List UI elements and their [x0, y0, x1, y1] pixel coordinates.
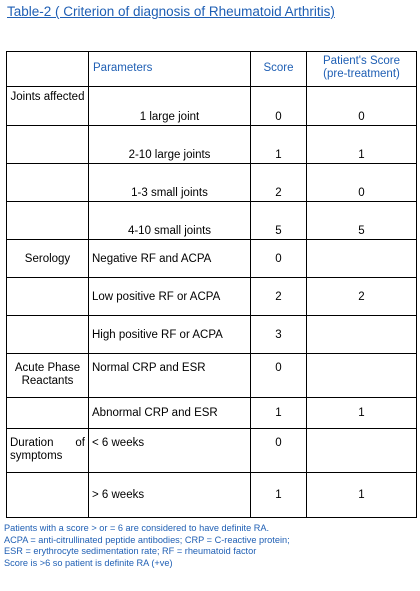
score-cell: 5	[275, 225, 282, 237]
header-category	[7, 52, 89, 87]
table-row	[7, 398, 417, 429]
criteria-table	[6, 51, 417, 518]
category-acute-phase: Acute Phase Reactants	[14, 362, 81, 387]
parameter-cell: 4-10 small joints	[127, 225, 212, 237]
table-row	[7, 429, 417, 473]
footnote-line-1: Patients with a score > or = 6 are considered to have definite RA.	[4, 523, 270, 533]
patient-score-cell	[307, 316, 416, 353]
patient-score-cell: 0	[358, 111, 365, 123]
parameter-cell: 1 large joint	[139, 111, 200, 123]
patient-score-cell: 1	[358, 489, 365, 501]
table-row	[7, 164, 417, 202]
patient-score-cell: 0	[358, 187, 365, 199]
patient-score-cell: 1	[358, 149, 365, 161]
table-row	[7, 354, 417, 398]
table-row	[7, 87, 417, 126]
header-score-label: Score	[263, 62, 294, 74]
score-cell: 0	[275, 111, 282, 123]
parameter-cell: 1-3 small joints	[131, 187, 208, 199]
score-cell: 2	[275, 290, 282, 303]
score-cell: 1	[275, 489, 282, 501]
header-row	[7, 52, 417, 87]
header-patient-score-line1: Patient's Score	[323, 55, 400, 67]
score-cell: 0	[275, 252, 282, 265]
score-cell: 0	[275, 362, 282, 374]
header-patient-score-line2: (pre-treatment)	[323, 68, 400, 80]
patient-score-cell: 2	[358, 290, 365, 303]
header-parameters	[89, 52, 251, 87]
category-joints: Joints affected	[10, 91, 85, 103]
footnote-line-3: ESR = erythrocyte sedimentation rate; RF = rheumatoid factor	[4, 546, 257, 556]
score-cell: 2	[275, 187, 282, 199]
score-cell: 1	[275, 407, 282, 419]
header-patient-score	[307, 52, 417, 87]
category-duration	[7, 429, 88, 463]
table-row	[7, 240, 417, 278]
table-row	[7, 202, 417, 240]
header-parameters-label: Parameters	[93, 62, 153, 74]
patient-score-cell: 5	[358, 225, 365, 237]
category-duration-word1: Duration	[10, 437, 54, 449]
parameter-cell: > 6 weeks	[92, 489, 145, 501]
parameter-cell: Low positive RF or ACPA	[92, 290, 221, 303]
parameter-cell: 2-10 large joints	[128, 149, 211, 161]
parameter-cell: Normal CRP and ESR	[92, 362, 206, 374]
patient-score-cell	[307, 429, 416, 437]
score-cell: 1	[275, 149, 282, 161]
category-serology: Serology	[24, 252, 71, 265]
patient-score-cell	[307, 240, 416, 277]
patient-score-cell	[307, 354, 416, 362]
table-row	[7, 278, 417, 316]
table-row	[7, 126, 417, 164]
table-title: Table-2 ( Criterion of diagnosis of Rheumatoid Arthritis)	[7, 4, 335, 19]
footnote-line-4: Score is >6 so patient is definite RA (+ve)	[4, 557, 173, 568]
score-cell: 3	[275, 328, 282, 341]
parameter-cell: Abnormal CRP and ESR	[92, 407, 218, 419]
score-cell: 0	[275, 437, 282, 449]
parameter-cell: < 6 weeks	[92, 437, 145, 449]
patient-score-cell: 1	[358, 407, 365, 419]
parameter-cell: Negative RF and ACPA	[92, 252, 212, 265]
table-footnote	[4, 523, 290, 569]
footnote-line-2: ACPA = anti-citrullinated peptide antibodies; CRP = C-reactive protein;	[4, 534, 290, 545]
category-duration-word2: of	[75, 437, 85, 449]
table-row	[7, 316, 417, 354]
parameter-cell: High positive RF or ACPA	[92, 328, 223, 341]
header-score	[251, 52, 307, 87]
table-row	[7, 473, 417, 518]
category-duration-word3: symptoms	[10, 450, 63, 462]
